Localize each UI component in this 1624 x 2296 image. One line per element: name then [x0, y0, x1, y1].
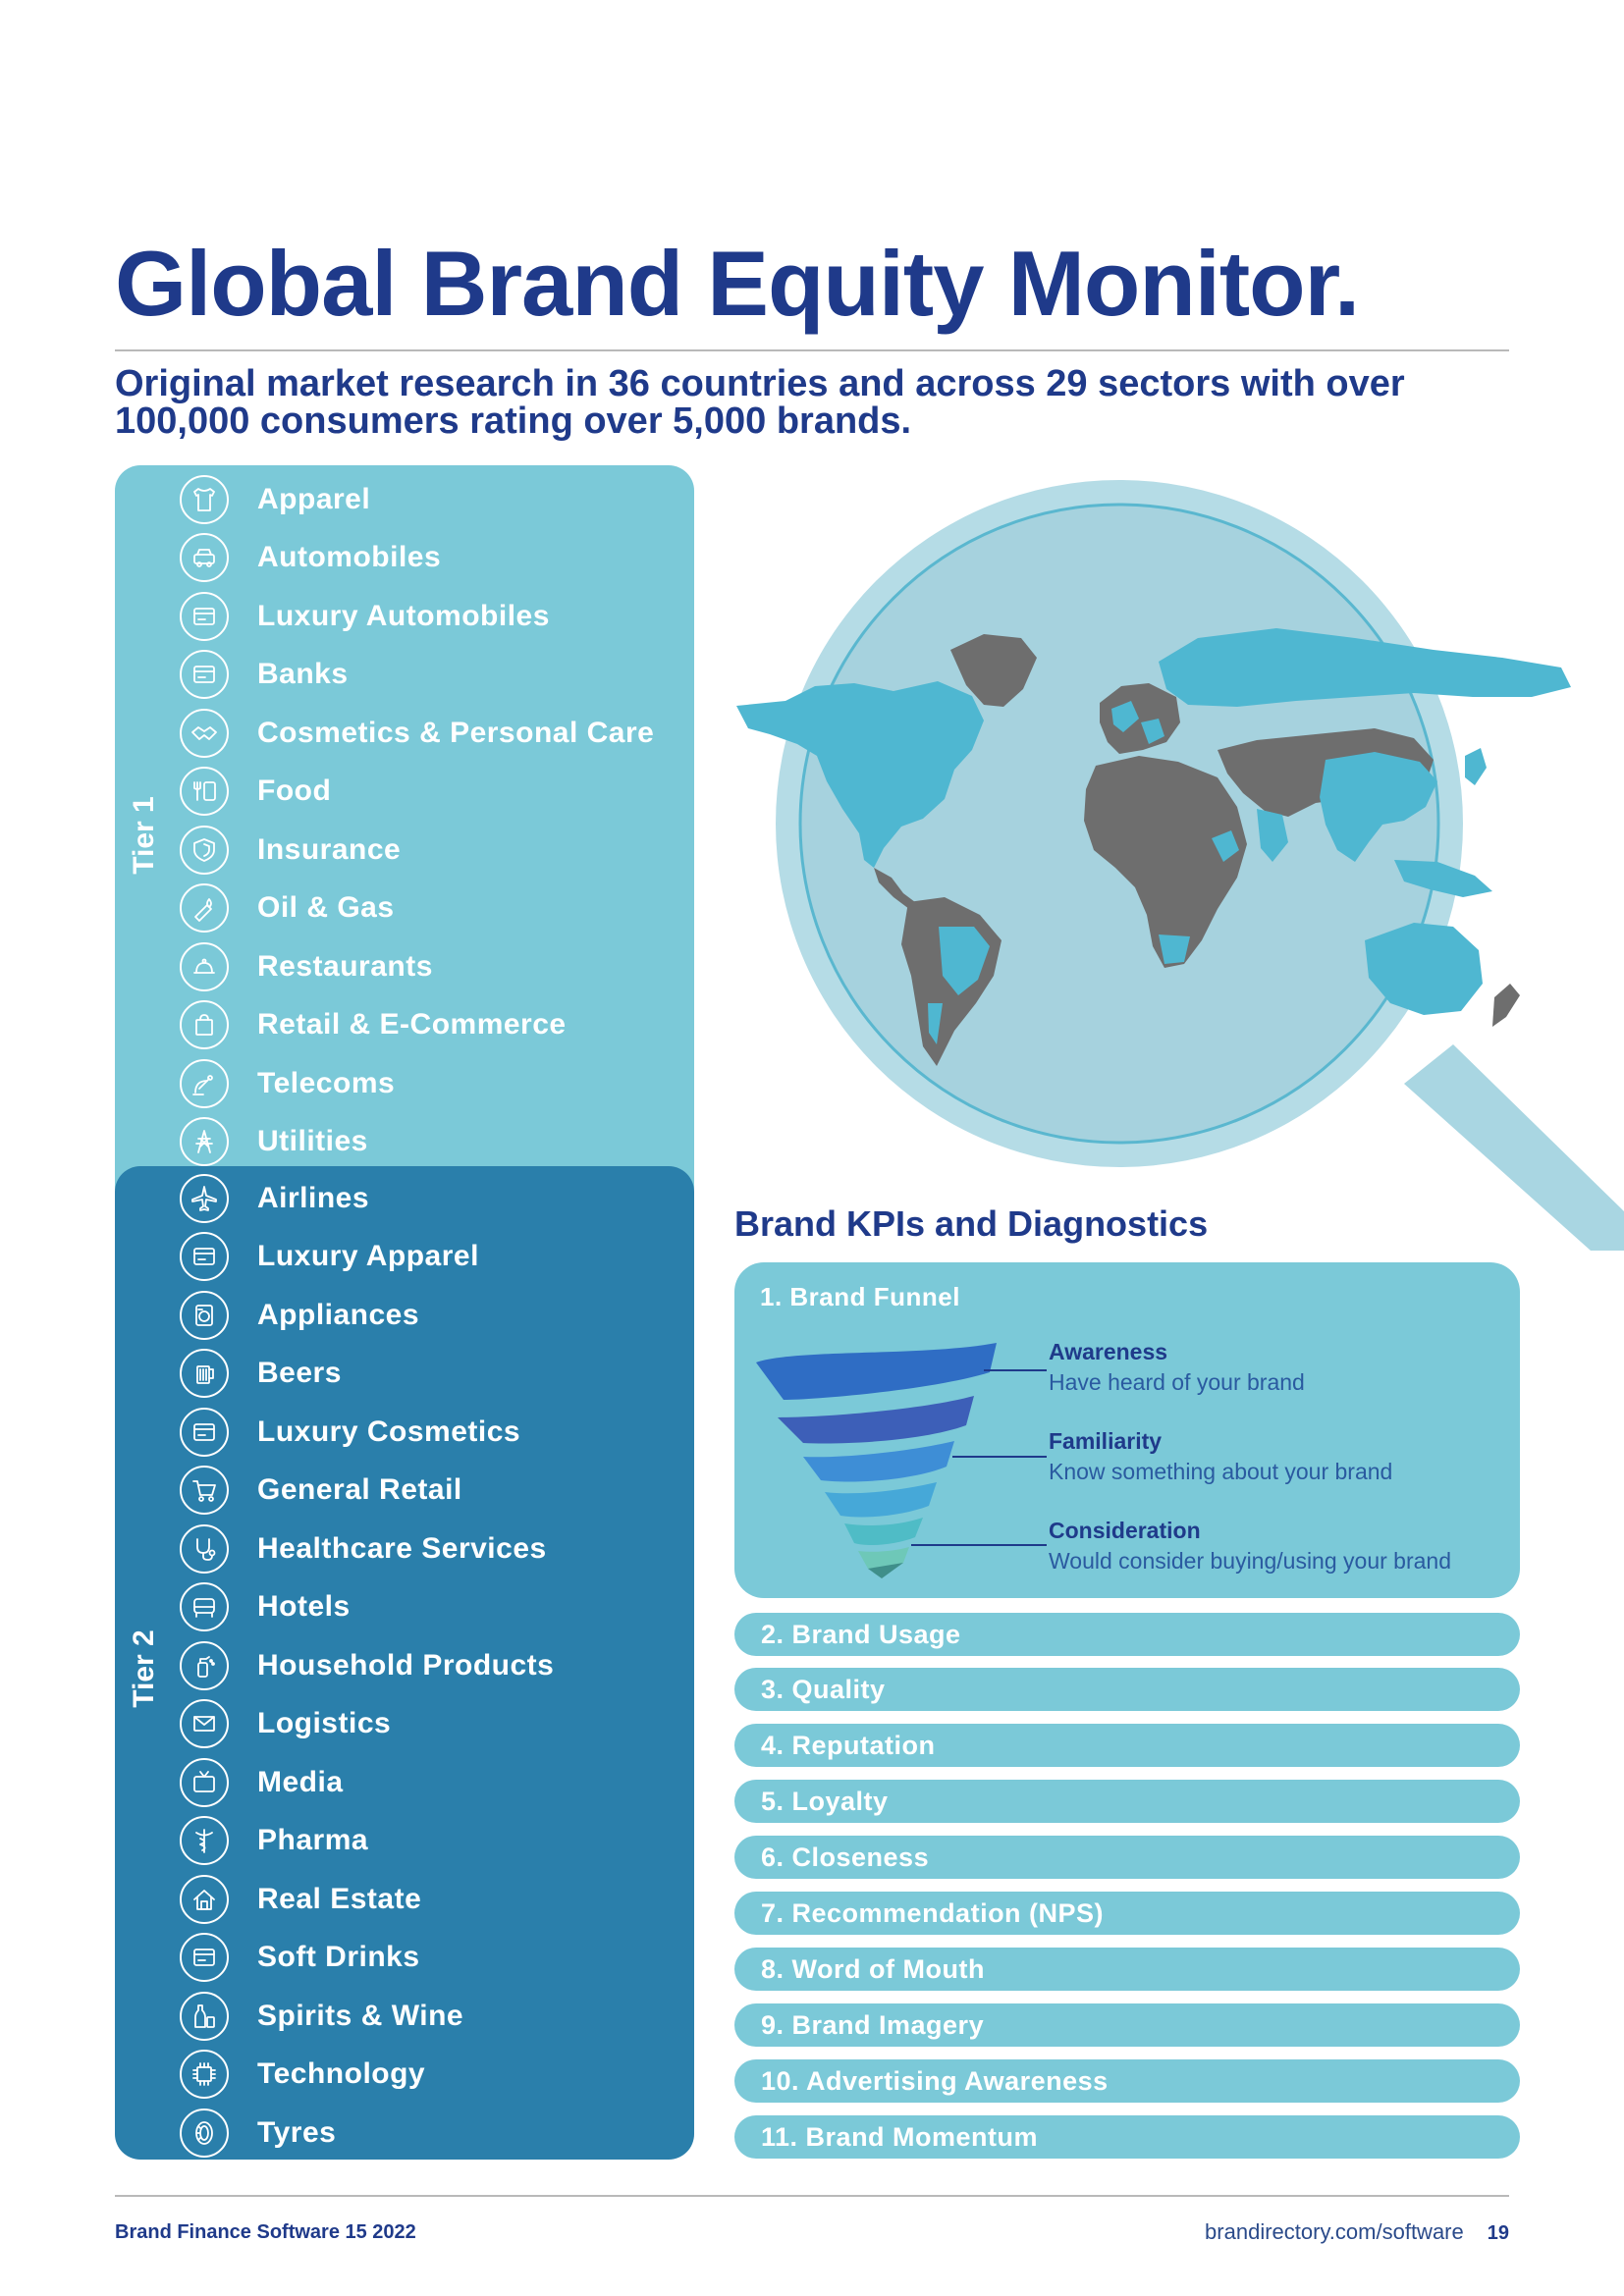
beer-icon	[180, 1349, 229, 1398]
sector-label: Restaurants	[257, 949, 433, 983]
sector-item	[115, 587, 694, 646]
sector-item	[115, 1578, 694, 1637]
sector-label: Pharma	[257, 1824, 369, 1857]
sector-label: Technology	[257, 2057, 426, 2091]
kpi-item: 2. Brand Usage	[734, 1613, 1520, 1656]
kpi-section-title: Brand KPIs and Diagnostics	[734, 1203, 1209, 1244]
sector-label: Utilities	[257, 1125, 368, 1158]
sector-label: Luxury Cosmetics	[257, 1415, 521, 1448]
sector-item	[115, 1169, 694, 1228]
sector-item	[115, 1403, 694, 1462]
sector-item	[115, 880, 694, 938]
sector-label: Insurance	[257, 832, 402, 866]
kpi-item: 3. Quality	[734, 1668, 1520, 1711]
bed-icon	[180, 1582, 229, 1631]
sector-item	[115, 529, 694, 588]
sector-item	[115, 1636, 694, 1695]
sector-item	[115, 937, 694, 996]
kpi-item: 11. Brand Momentum	[734, 2115, 1520, 2159]
sector-item	[115, 763, 694, 822]
funnel-stage-familiarity	[1049, 1428, 1392, 1485]
sector-label: Household Products	[257, 1648, 555, 1682]
magnifier-illustration	[727, 465, 1624, 1251]
pylon-icon	[180, 1117, 229, 1166]
title-rule	[115, 349, 1509, 351]
sector-item	[115, 1462, 694, 1521]
sector-label: Telecoms	[257, 1066, 396, 1099]
tier1-label: Tier 1	[127, 796, 160, 875]
brand-funnel-title: 1. Brand Funnel	[760, 1282, 960, 1311]
caduceus-icon	[180, 1816, 229, 1865]
funnel-stage-consideration	[1049, 1518, 1451, 1575]
stage-name: Consideration	[1049, 1518, 1201, 1543]
satellite-icon	[180, 1059, 229, 1108]
footer-publication: Brand Finance Software 15 2022	[115, 2221, 416, 2243]
tier2-sector-list	[115, 1169, 694, 2163]
sector-item	[115, 704, 694, 763]
sector-label: Hotels	[257, 1590, 351, 1624]
shield-icon	[180, 826, 229, 875]
sector-item	[115, 1870, 694, 1929]
sector-label: Appliances	[257, 1298, 420, 1331]
tier2-label: Tier 2	[127, 1629, 160, 1708]
sector-label: Soft Drinks	[257, 1941, 420, 1974]
kpi-item: 9. Brand Imagery	[734, 2003, 1520, 2047]
world-map-magnifier	[727, 465, 1624, 1251]
kpi-item: 6. Closeness	[734, 1836, 1520, 1879]
card-icon	[180, 1933, 229, 1982]
stage-name: Familiarity	[1049, 1428, 1163, 1454]
tier1-panel	[115, 465, 694, 1211]
sector-label: Banks	[257, 658, 349, 691]
chip-icon	[180, 2050, 229, 2099]
card-icon	[180, 650, 229, 699]
sector-label: Oil & Gas	[257, 891, 395, 925]
sector-item	[115, 646, 694, 705]
sector-label: General Retail	[257, 1473, 462, 1507]
sector-label: Healthcare Services	[257, 1531, 547, 1565]
funnel-layer-4	[825, 1482, 937, 1518]
tier1-sector-list	[115, 470, 694, 1171]
sector-item	[115, 1987, 694, 2046]
funnel-stage-awareness	[1049, 1339, 1305, 1396]
kpi-item: 7. Recommendation (NPS)	[734, 1892, 1520, 1935]
card-icon	[180, 1408, 229, 1457]
sector-label: Food	[257, 774, 332, 808]
sector-label: Media	[257, 1765, 344, 1798]
sector-item	[115, 1753, 694, 1812]
sector-label: Tyres	[257, 2115, 337, 2149]
stage-description: Have heard of your brand	[1049, 1369, 1305, 1395]
kpi-item: 5. Loyalty	[734, 1780, 1520, 1823]
sector-item	[115, 1228, 694, 1287]
envelope-icon	[180, 1699, 229, 1748]
stage-description: Would consider buying/using your brand	[1049, 1548, 1451, 1574]
sector-label: Real Estate	[257, 1882, 422, 1915]
stage-name: Awareness	[1049, 1339, 1168, 1364]
bottle-icon	[180, 1992, 229, 2041]
sector-label: Retail & E-Commerce	[257, 1008, 567, 1041]
sector-item	[115, 1345, 694, 1404]
page-title: Global Brand Equity Monitor.	[115, 232, 1360, 335]
sector-label: Luxury Automobiles	[257, 599, 550, 632]
sector-label: Airlines	[257, 1181, 370, 1214]
house-icon	[180, 1875, 229, 1924]
sector-label: Spirits & Wine	[257, 1999, 464, 2032]
sector-label: Apparel	[257, 482, 371, 515]
kpi-item: 10. Advertising Awareness	[734, 2059, 1520, 2103]
tv-icon	[180, 1758, 229, 1807]
funnel-layer-3	[803, 1441, 954, 1481]
sector-item	[115, 470, 694, 529]
kpi-item: 4. Reputation	[734, 1724, 1520, 1767]
kpi-item: 8. Word of Mouth	[734, 1948, 1520, 1991]
cart-icon	[180, 1466, 229, 1515]
tier2-panel	[115, 1166, 694, 2160]
car-icon	[180, 533, 229, 582]
plane-icon	[180, 1174, 229, 1223]
stage-description: Know something about your brand	[1049, 1459, 1393, 1484]
sector-label: Luxury Apparel	[257, 1240, 479, 1273]
sector-item	[115, 821, 694, 880]
funnel-layer-2	[778, 1396, 974, 1443]
magnifier-handle	[1404, 1044, 1624, 1251]
handshake-icon	[180, 709, 229, 758]
sector-item	[115, 1929, 694, 1988]
cloche-icon	[180, 942, 229, 991]
card-icon	[180, 1232, 229, 1281]
footer-url[interactable]: brandirectory.com/software	[1205, 2219, 1464, 2244]
sector-item	[115, 996, 694, 1055]
sector-label: Beers	[257, 1357, 342, 1390]
sector-item	[115, 1695, 694, 1754]
page-number: 19	[1487, 2222, 1509, 2244]
sector-label: Cosmetics & Personal Care	[257, 716, 655, 749]
sector-item	[115, 1054, 694, 1113]
sector-item	[115, 1286, 694, 1345]
spray-icon	[180, 1641, 229, 1690]
brand-funnel-card	[734, 1262, 1520, 1598]
funnel-layer-1	[756, 1343, 997, 1400]
card-icon	[180, 592, 229, 641]
tyre-icon	[180, 2109, 229, 2158]
sector-label: Logistics	[257, 1707, 392, 1740]
sector-item	[115, 2104, 694, 2163]
funnel-graphic	[756, 1331, 1080, 1586]
sector-label: Automobiles	[257, 541, 442, 574]
funnel-layer-5	[844, 1518, 923, 1545]
sector-item	[115, 1113, 694, 1172]
bag-icon	[180, 1000, 229, 1049]
stethoscope-icon	[180, 1524, 229, 1574]
sector-item	[115, 2046, 694, 2105]
oil-icon	[180, 883, 229, 933]
footer-right	[1205, 2219, 1509, 2245]
food-icon	[180, 767, 229, 816]
sector-item	[115, 1812, 694, 1871]
shirt-icon	[180, 475, 229, 524]
footer-rule	[115, 2195, 1509, 2197]
sector-item	[115, 1520, 694, 1578]
washer-icon	[180, 1291, 229, 1340]
page-subtitle: Original market research in 36 countries and across 29 sectors with over 100,000 consumers rating over 5,000 brands.	[115, 363, 1405, 442]
